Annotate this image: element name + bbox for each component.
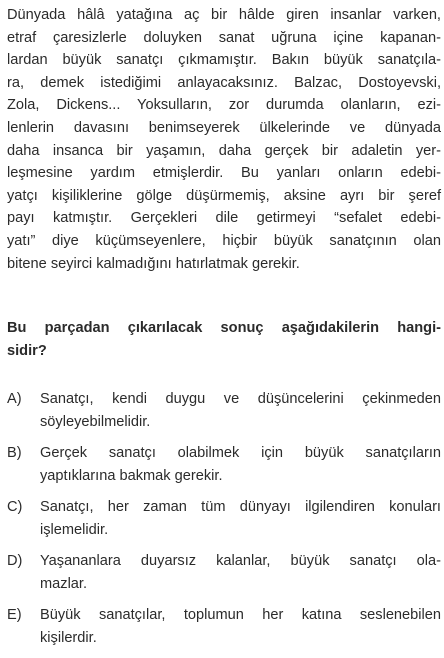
passage-line: payı katmıştır. Gerçekleri dile getirmeyi “sefalet edebi- xyxy=(7,210,441,227)
option-line: kişilerdir. xyxy=(40,629,97,646)
option-line: Yaşananlara duyarsız kalanlar, büyük sanatçı ola- xyxy=(40,553,441,569)
option-line: Büyük sanatçılar, toplumun her katına seslenebilen xyxy=(40,607,441,623)
option-a[interactable] xyxy=(7,388,441,442)
option-text xyxy=(40,496,441,541)
option-c[interactable] xyxy=(7,496,441,550)
option-b[interactable] xyxy=(7,442,441,496)
passage-line: lardan büyük sanatçı çıkmamıştır. Bakın büyük sanatçıla- xyxy=(7,52,441,69)
option-d[interactable] xyxy=(7,550,441,604)
option-letter: C) xyxy=(7,499,23,515)
answer-options xyxy=(7,388,441,658)
option-line: söyleyebilmelidir. xyxy=(40,413,151,430)
option-line: mazlar. xyxy=(40,575,88,592)
option-text xyxy=(40,550,441,595)
option-text xyxy=(40,388,441,433)
option-letter: E) xyxy=(7,607,22,623)
option-e[interactable] xyxy=(7,604,441,658)
passage-line: lenlerin davasını benimseyerek ülkelerinde ve dünyada xyxy=(7,119,441,136)
question-line: sidir? xyxy=(7,342,47,359)
option-line: Sanatçı, kendi duygu ve düşüncelerini çekinmeden xyxy=(40,391,441,407)
passage-line: leşmesine yardım etmişlerdir. Bu yanları onların edebi- xyxy=(7,165,441,182)
question-stem xyxy=(7,317,441,362)
passage-line: etraf çaresizlerle doluyken sanat uğruna içine kapanan- xyxy=(7,29,441,46)
passage-line: ra, demek istediğimi anlayacaksınız. Balzac, Dostoyevski, xyxy=(7,74,441,91)
option-line: Sanatçı, her zaman tüm dünyayı ilgilendiren konuları xyxy=(40,499,441,515)
passage-line: Dünyada hâlâ yatağına aç bir hâlde giren insanlar varken, xyxy=(7,7,441,23)
question-line: Bu parçadan çıkarılacak sonuç aşağıdakilerin hangi- xyxy=(7,320,441,336)
option-line: işlemelidir. xyxy=(40,521,109,538)
passage-line: yatçı kişiliklerine gölge düşürmemiş, aksine ayrı bir şeref xyxy=(7,187,441,204)
passage-text xyxy=(7,4,441,275)
passage-line: daha insanca bir yaşamın, daha gerçek bir adaletin yer- xyxy=(7,142,441,159)
option-letter: A) xyxy=(7,391,22,407)
option-letter: D) xyxy=(7,553,23,569)
passage-line: yatı” diye küçümseyenlere, hiçbir büyük sanatçının olan xyxy=(7,232,441,249)
option-line: yaptıklarına bakmak gerekir. xyxy=(40,467,223,484)
option-text xyxy=(40,604,441,649)
option-letter: B) xyxy=(7,445,22,461)
option-text xyxy=(40,442,441,487)
passage-line: Zola, Dickens... Yoksulların, zor durumda olanların, ezi- xyxy=(7,97,441,114)
passage-line: bitene seyirci kalmadığını hatırlatmak gerekir. xyxy=(7,255,300,272)
option-line: Gerçek sanatçı olabilmek için büyük sanatçıların xyxy=(40,445,441,461)
